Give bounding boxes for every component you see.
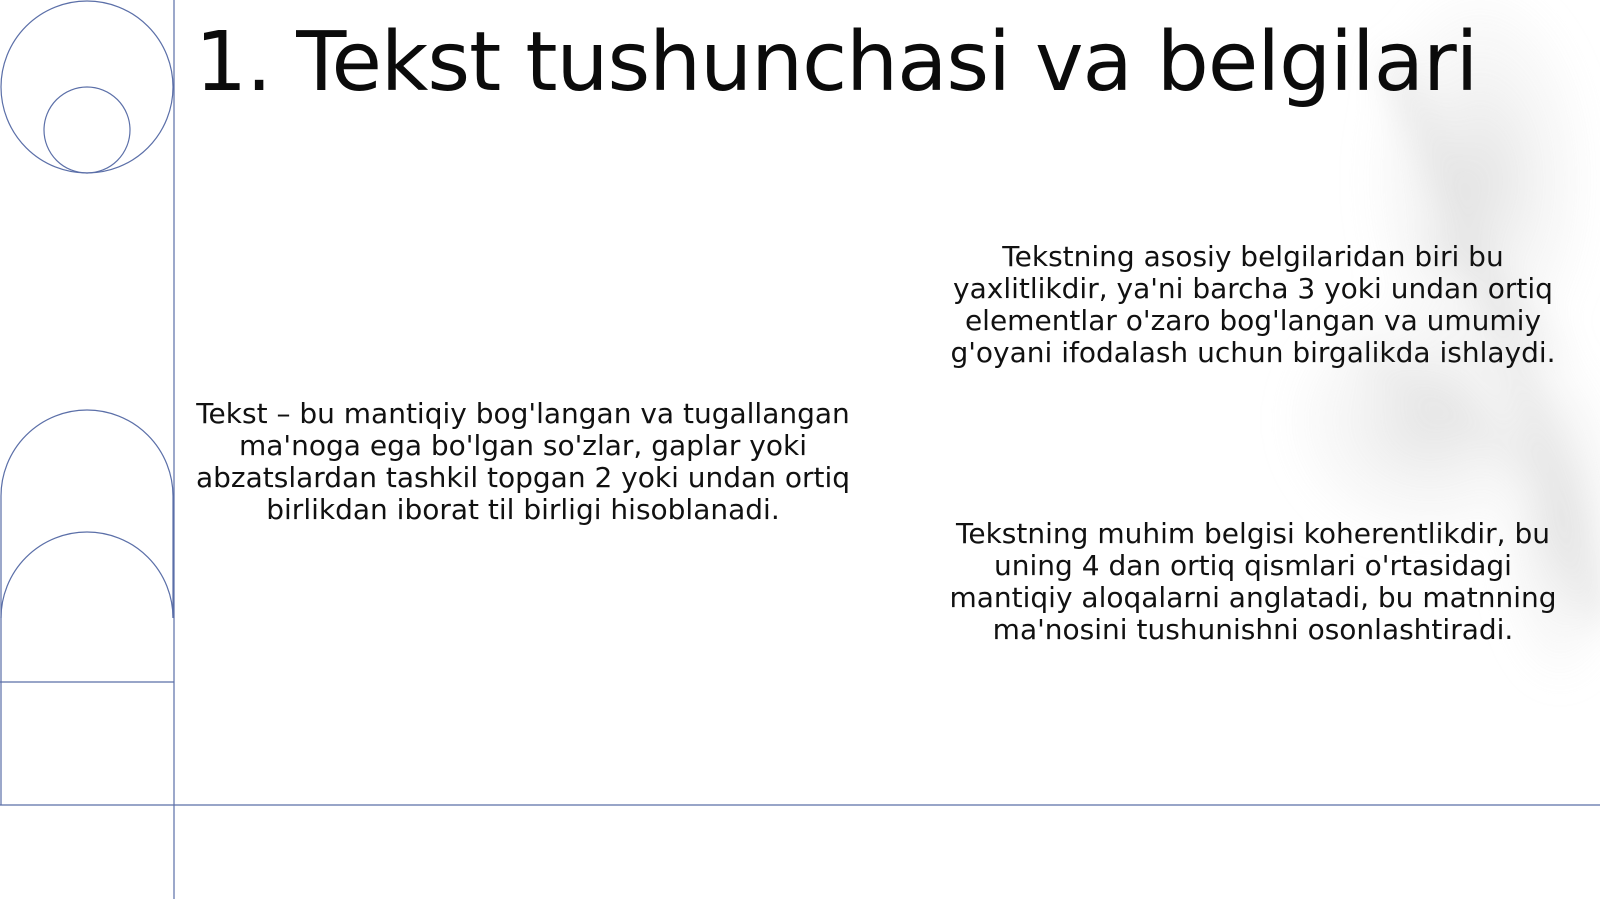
coherence-paragraph: Tekstning muhim belgisi koherentlikdir, bu uning 4 dan ortiq qismlari o'rtasidagi mantiqiy aloqalarni anglatadi, bu matnning ma'nosini tushunishni osonlashtiradi. <box>949 517 1557 646</box>
upper-arch <box>1 410 173 496</box>
definition-paragraph: Tekst – bu mantiqiy bog'langan va tugallangan ma'noga ega bo'lgan so'zlar, gaplar yoki abzatslardan tashkil topgan 2 yoki undan ortiq birlikdan iborat til birligi hisoblanadi. <box>195 397 851 526</box>
integrity-paragraph: Tekstning asosiy belgilaridan biri bu yaxlitlikdir, ya'ni barcha 3 yoki undan ortiq elementlar o'zaro bog'langan va umumiy g'oyani ifodalash uchun birgalikda ishlaydi. <box>950 240 1556 369</box>
top-small-circle <box>44 87 130 173</box>
lower-arch <box>1 532 173 618</box>
slide-title: 1. Tekst tushunchasi va belgilari <box>195 15 1478 110</box>
